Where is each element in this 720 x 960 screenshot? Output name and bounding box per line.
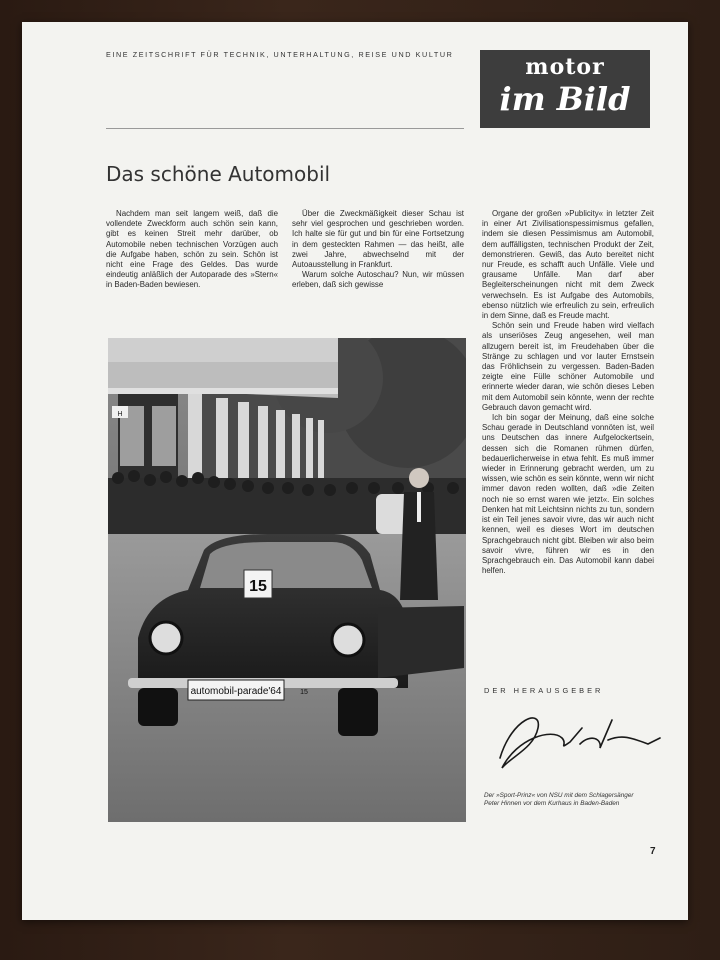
small-plate-number: 15 <box>300 689 308 696</box>
paragraph: Warum solche Autoschau? Nun, wir müssen erleben, daß sich gewisse <box>292 270 464 290</box>
license-plate-text: automobil-parade'64 <box>190 686 282 697</box>
publisher-signature <box>472 698 672 778</box>
text-column-1 <box>106 209 278 291</box>
magazine-tagline: EINE ZEITSCHRIFT FÜR TECHNIK, UNTERHALTUNG, REISE UND KULTUR <box>106 50 454 59</box>
photo-sign-text: H <box>117 411 123 418</box>
paragraph: Nachdem man seit langem weiß, daß die vollendete Zweckform auch schön sein kann, gibt es keinen Streit mehr darüber, ob Automobile neben technischen Vorzügen auch die Aufgabe haben, schön zu sein. Schön ist nicht eine Frage des Geldes. Das wurde eindeutig anläßlich der Autoparade des »Stern« in Baden-Baden bewiesen. <box>106 209 278 290</box>
paragraph: Über die Zweckmäßigkeit dieser Schau ist sehr viel gesprochen und geschrieben worden. Ich halte sie für gut und bin für eine Fortsetzung in dem gesteckten Rahmen — das heißt, alle zwei Jahre, abwechselnd mit der Autoausstellung in Frankfurt. <box>292 209 464 270</box>
magazine-logo <box>480 50 650 128</box>
paragraph: Ich bin sogar der Meinung, daß eine solche Schau gerade in Deutschland vonnöten ist, weil uns Deutschen das innere Aufgelockertsein, dessen sich die Romanen rühmen dürfen, bedauerlicherweise in etwa fehlt. Es muß immer wieder in Erinnerung gebracht werden, um zu wissen, wie schön es sein könnte, wenn wir nicht immer davon reden wollten, daß »die Zeiten noch nie so ernst waren wie jetzt«. Ein solches Denken hat mit Leichtsinn nichts zu tun, sondern ist ein Teil jenes savoir vivre, das wir auch nicht kennen, weil es dieses Wort im deutschen Sprachgebrauch nicht gibt. Bleiben wir also beim savoir vivre, führen wir es in den Sprachgebrauch ein. Das Automobil kann dabei helfen. <box>482 413 654 576</box>
text-column-2 <box>292 209 464 291</box>
race-number: 15 <box>249 578 267 595</box>
page-number: 7 <box>650 846 656 857</box>
header-rule <box>106 128 464 129</box>
paragraph: Schön sein und Freude haben wird vielfach als unseriöses Zeug angesehen, weil man allzugern bereit ist, im Freudehaben über die Stränge zu schlagen und vor lauter Ernstsein das Fröhlichsein zu vergessen. Baden-Baden zeigte eine Fülle schöner Automobile und erinnerte wieder daran, wie schön dieses Leben mit dem Automobil sein könnte, wenn der rechte Gebrauch davon gemacht wird. <box>482 321 654 412</box>
publisher-signoff: DER HERAUSGEBER <box>484 686 604 695</box>
magazine-page <box>22 22 688 920</box>
text-column-3 <box>482 209 654 576</box>
logo-word-im-bild: im Bild <box>499 80 631 118</box>
photo-caption: Der »Sport-Prinz« von NSU mit dem Schlagersänger Peter Hinnen vor dem Kurhaus in Baden-Baden <box>484 792 634 808</box>
paragraph: Organe der großen »Publicity« in letzter Zeit in einer Art Zivilisationspessimismus gefallen, indem sie diesen Pessimismus am Automobil, dem auffälligsten, technischen Produkt der Zeit, demonstrieren. Gewiß, das Auto bereitet nicht nur Freude, es schafft auch Unfälle. Viele und grausame Unfälle. Man darf aber Begleiterscheinungen nicht mit dem Zweck verwechseln. Es ist Aufgabe des Automobils, ebenso nützlich wie erfreulich zu sein, erfreulich in dem Sinne, daß es Freude macht. <box>482 209 654 321</box>
logo-word-motor: motor <box>525 54 605 80</box>
article-photo <box>108 338 466 822</box>
car-photo-illustration <box>108 338 466 822</box>
article-headline: Das schöne Automobil <box>106 162 331 186</box>
